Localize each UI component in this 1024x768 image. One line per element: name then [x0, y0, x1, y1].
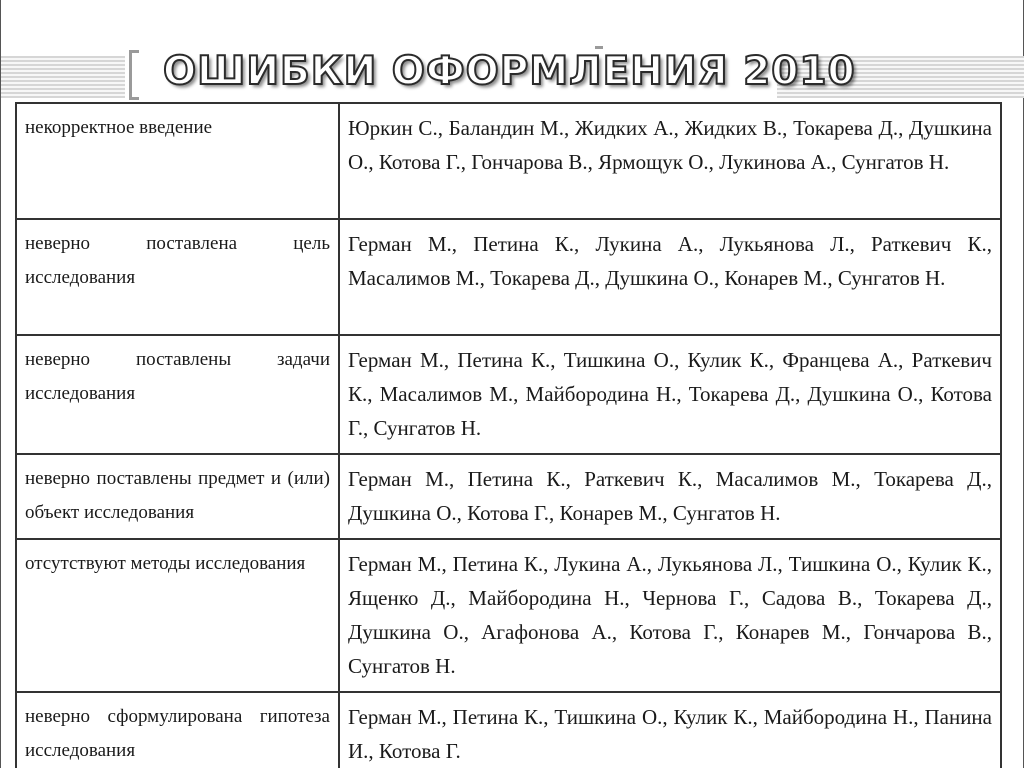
table-row [16, 454, 1001, 539]
slide-title: ОШИБКИ ОФОРМЛЕНИЯ 2010 [163, 49, 856, 94]
category-cell: неверно поставлена цель исследования [16, 219, 339, 335]
table-row [16, 335, 1001, 454]
table-row [16, 103, 1001, 219]
names-cell: Герман М., Петина К., Тишкина О., Кулик К., Майбородина Н., Панина И., Котова Г. [339, 692, 1001, 768]
category-cell: неверно поставлены предмет и (или) объект исследования [16, 454, 339, 539]
table-row [16, 539, 1001, 692]
category-cell: неверно сформулирована гипотеза исследования [16, 692, 339, 768]
category-cell: некорректное введение [16, 103, 339, 219]
table-row [16, 692, 1001, 768]
header-stripes-left [1, 56, 125, 98]
names-cell: Юркин С., Баландин М., Жидких А., Жидких В., Токарева Д., Душкина О., Котова Г., Гончарова В., Ярмощук О., Лукинова А., Сунгатов Н. [339, 103, 1001, 219]
names-cell: Герман М., Петина К., Лукина А., Лукьянова Л., Тишкина О., Кулик К., Ященко Д., Майбородина Н., Чернова Г., Садова В., Токарева Д., Душкина О., Агафонова А., Котова Г., Конарев М., Гончарова В., Сунгатов Н. [339, 539, 1001, 692]
category-cell: неверно поставлены задачи исследования [16, 335, 339, 454]
category-cell: отсутствуют методы исследования [16, 539, 339, 692]
title-bracket-decoration [129, 50, 139, 100]
names-cell: Герман М., Петина К., Раткевич К., Масалимов М., Токарева Д., Душкина О., Котова Г., Конарев М., Сунгатов Н. [339, 454, 1001, 539]
names-cell: Герман М., Петина К., Тишкина О., Кулик К., Францева А., Раткевич К., Масалимов М., Майбородина Н., Токарева Д., Душкина О., Котова Г., Сунгатов Н. [339, 335, 1001, 454]
table-row [16, 219, 1001, 335]
names-cell: Герман М., Петина К., Лукина А., Лукьянова Л., Раткевич К., Масалимов М., Токарева Д., Душкина О., Конарев М., Сунгатов Н. [339, 219, 1001, 335]
errors-table [15, 102, 1002, 768]
